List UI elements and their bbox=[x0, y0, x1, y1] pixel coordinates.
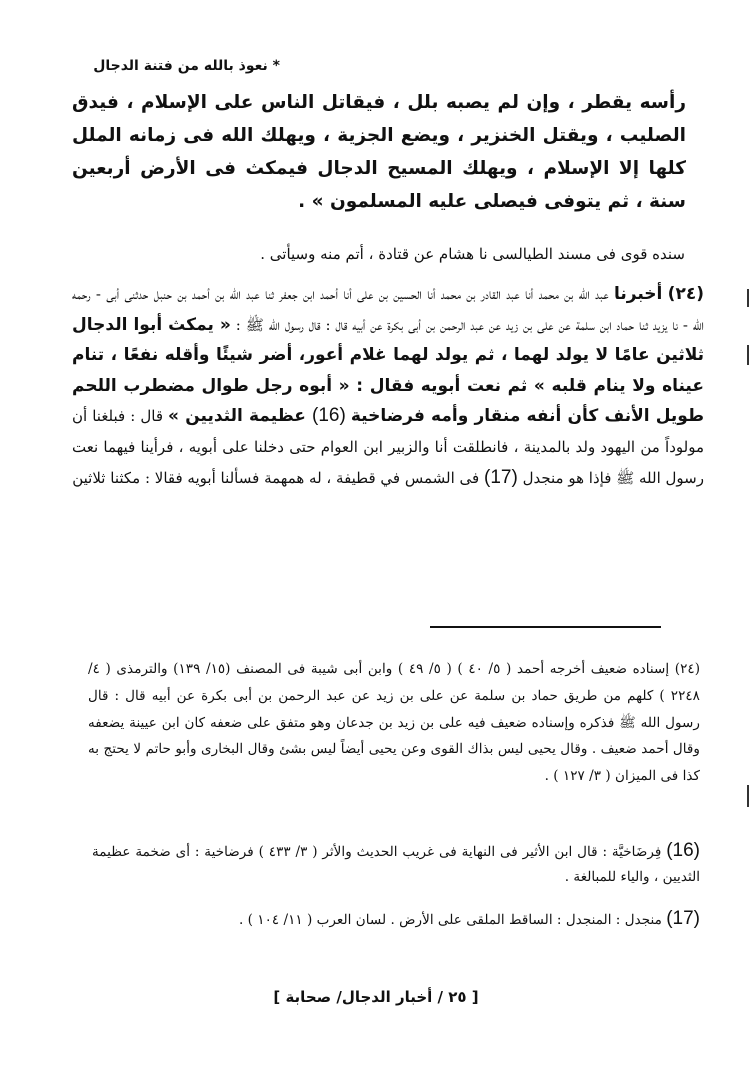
footnote-divider bbox=[430, 626, 661, 628]
entry-narrative-2: فى الشمس في قطيفة ، له همهمة فسألنا أبويه فقالا : مكثنا ثلاثين bbox=[72, 468, 484, 487]
footnote-16-text: فِرضَاخيَّة : قال ابن الأثير فى النهاية فى غريب الحديث والأثر ( ٣/ ٤٣٣ ) فرضاخية : أى ضخمة عظيمة الثديين ، والياء للمبالغة . bbox=[92, 844, 700, 885]
entry-matn-1: « يمكث أبوا الدجال ثلاثين عامًا لا يولد لهما ، ثم يولد لهما غلام أعور، أضر شيئًا وأقله نفعًا ، تنام عيناه ولا ينام قلبه » ثم نعت أبويه فقال : « أبوه رجل طوال مضطرب اللحم طويل الأنف كأن أنفه منقار وأمه فرضاخية bbox=[72, 314, 704, 427]
hadith-entry-24 bbox=[72, 279, 704, 493]
hadith-continuation: رأسه يقطر ، وإن لم يصبه بلل ، فيقاتل الناس على الإسلام ، فيدق الصليب ، ويقتل الخنزير ، ويضع الجزية ، ويهلك الله فى زمانه الملل كلها إلا الإسلام ، ويهلك المسيح الدجال فيمكث فى الأرض أربعين سنة ، ثم يتوفى فيصلى عليه المسلمون » . bbox=[72, 92, 686, 212]
footnote-17-number: (17) bbox=[666, 908, 700, 929]
footnote-ref-16: (16) bbox=[312, 405, 346, 427]
entry-isnad: عبد الله بن محمد أنا عبد القادر بن محمد أنا الحسين بن على أنا أحمد ابن جعفر ثنا عبد الله بن أحمد بن حنبل حدثنى أبى - رحمه الله - نا يزيد ثنا حماد ابن سلمة عن على بن زيد عن عبد الرحمن بن أبى بكرة عن أبيه قال : قال رسول الله ﷺ : bbox=[72, 285, 705, 334]
footnote-16-number: (16) bbox=[666, 840, 700, 861]
page-footer: [ ٢٥ / أخبار الدجال/ صحابة ] bbox=[273, 988, 479, 1006]
footnote-16 bbox=[92, 838, 700, 890]
scan-edge-mark bbox=[747, 785, 749, 807]
footnote-17 bbox=[92, 906, 700, 933]
footnote-17-text: منجدل : المنجدل : الساقط الملقى على الأرض . لسان العرب ( ١١/ ١٠٤ ) . bbox=[238, 912, 667, 928]
scan-edge-mark bbox=[747, 345, 749, 365]
entry-matn-2: عظيمة الثديين » bbox=[168, 406, 312, 427]
entry-narrative-1: قال : فبلغنا أن مولوداً من اليهود ولد بالمدينة ، فانطلقت أنا والزبير ابن العوام حتى دخلنا على أبويه ، فرأينا فيهما نعت رسول الله ﷺ فإذا هو منجدل bbox=[72, 407, 704, 487]
running-header: * نعوذ بالله من فتنة الدجال bbox=[93, 58, 280, 74]
footnote-24: (٢٤) إسناده ضعيف أخرجه أحمد ( ٥/ ٤٠ ) ( ٥/ ٤٩ ) وابن أبى شيبة فى المصنف (١٥/ ١٣٩) والترمذى ( ٤/ ٢٢٤٨ ) كلهم من طريق حماد بن سلمة عن على بن زيد عن عبد الرحمن بن أبى بكرة عن أبيه قال : قال رسول الله ﷺ فذكره وإسناده ضعيف فيه على بن زيد بن جدعان وهو متفق على ضعفه كان ابن عيينة يضعفه وقال أحمد ضعيف . وقال يحيى ليس بذاك القوى وعن يحيى أيضاً ليس بشئ وقال البخارى وأبو حاتم لا يحتج به كذا فى الميزان ( ٣/ ١٢٧ ) . bbox=[88, 661, 700, 785]
entry-lead: أخبرنا bbox=[614, 284, 663, 304]
grading-note: سنده قوى فى مسند الطيالسى نا هشام عن قتادة ، أتم منه وسيأتى . bbox=[260, 245, 685, 263]
footnote-ref-17: (17) bbox=[484, 466, 518, 488]
entry-number: (٢٤) bbox=[667, 284, 704, 304]
scan-edge-mark bbox=[747, 289, 749, 307]
